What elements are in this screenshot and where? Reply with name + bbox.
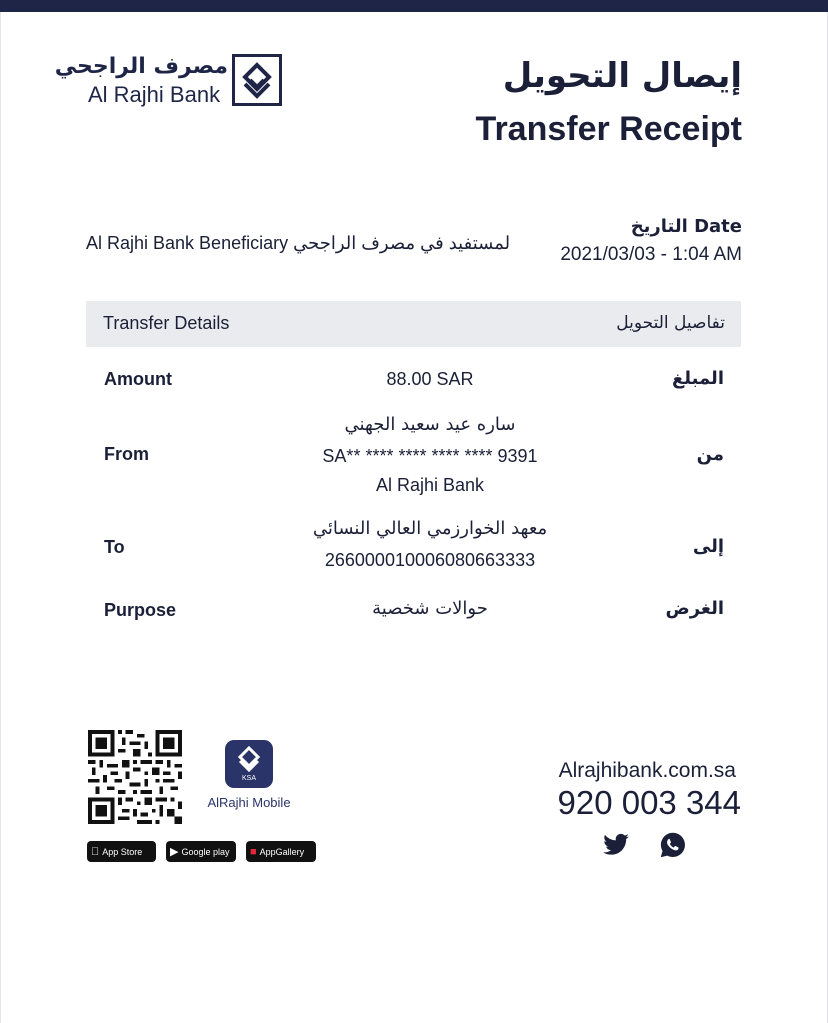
to-label-ar: إلى	[692, 536, 724, 557]
twitter-icon[interactable]	[602, 831, 630, 859]
google-play-icon: ▶	[170, 846, 179, 858]
details-header-en: Transfer Details	[103, 313, 230, 333]
top-accent-bar	[0, 0, 828, 12]
google-play-badge[interactable]	[166, 841, 236, 862]
purpose-value: حوالات شخصية	[372, 598, 488, 619]
beneficiary-type: Al Rajhi Bank Beneficiary لمستفيد في مصرف الراجحي	[86, 233, 511, 253]
from-bank: Al Rajhi Bank	[375, 475, 485, 495]
appgallery-badge[interactable]	[246, 841, 316, 862]
app-store-badge[interactable]	[87, 841, 156, 862]
to-account: 266000010006080663333	[324, 550, 536, 570]
huawei-icon: ■	[250, 845, 257, 858]
bank-logo-icon	[232, 54, 282, 106]
alrajhi-mobile-app-icon[interactable]	[225, 740, 273, 788]
bank-website[interactable]: Alrajhibank.com.sa	[558, 759, 736, 782]
appgallery-label: AppGallery	[259, 846, 305, 857]
bank-logo	[54, 52, 286, 112]
receipt-title-ar: إيصال التحويل	[502, 56, 742, 96]
from-account: SA** **** **** **** **** 9391	[322, 446, 538, 466]
date-value: 2021/03/03 - 1:04 AM	[560, 244, 742, 265]
from-label-ar: من	[696, 444, 724, 465]
receipt-title-en: Transfer Receipt	[475, 110, 742, 148]
google-play-label: Google play	[181, 846, 230, 857]
date-label: التاريخ Date	[630, 216, 742, 237]
to-label-en: To	[104, 537, 125, 557]
whatsapp-icon[interactable]	[659, 831, 687, 859]
to-name: معهد الخوارزمي العالي النسائي	[312, 518, 548, 539]
app-name: AlRajhi Mobile	[207, 795, 291, 810]
app-store-label: App Store	[94, 846, 135, 857]
from-label-en: From	[104, 444, 149, 464]
apple-icon	[91, 846, 99, 858]
purpose-label-en: Purpose	[104, 600, 177, 620]
bank-name-ar: مصرف الراجحي	[54, 54, 228, 79]
amount-label-ar: المبلغ	[672, 368, 724, 389]
amount-value: 88.00 SAR	[386, 369, 474, 389]
amount-label-en: Amount	[104, 369, 172, 389]
qr-code	[88, 730, 182, 824]
app-logo-icon	[225, 740, 273, 788]
purpose-label-ar: الغرض	[665, 598, 724, 619]
bank-phone[interactable]: 920 003 344	[557, 784, 741, 821]
details-header-ar: تفاصيل التحويل	[616, 313, 725, 333]
app-badge-text: KSA	[241, 775, 257, 782]
bank-name-en: Al Rajhi Bank	[88, 82, 221, 107]
transfer-details-header	[86, 301, 741, 347]
from-name: ساره عيد سعيد الجهني	[344, 414, 516, 435]
